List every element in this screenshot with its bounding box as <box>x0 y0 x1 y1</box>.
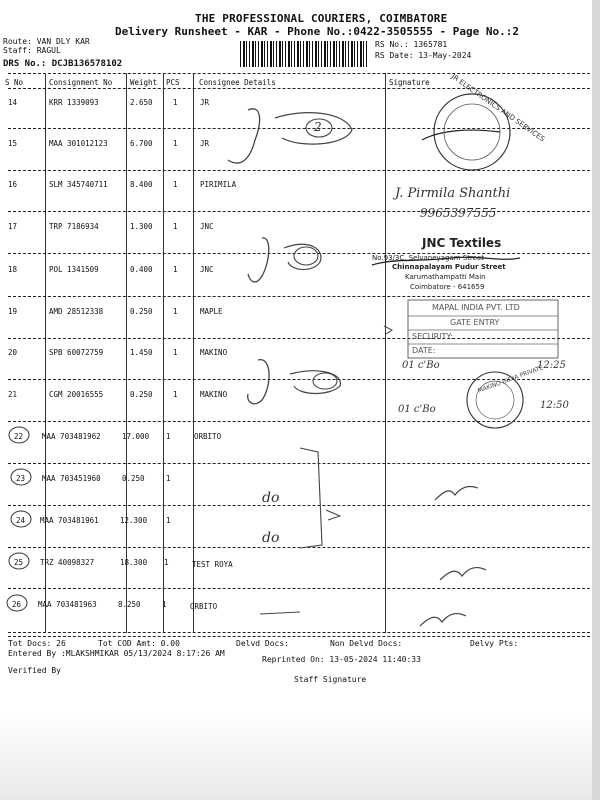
row-sno: 21 <box>8 390 18 399</box>
row-weight: 1.300 <box>130 222 153 231</box>
sno-circle <box>7 595 27 611</box>
row-sno: 15 <box>8 139 18 148</box>
row-consignment: AMD 28512338 <box>49 307 104 316</box>
signature-scribble <box>260 612 300 614</box>
paper-bottom-shadow <box>0 712 600 800</box>
handwritten-time: 12:50 <box>540 400 569 411</box>
row-sno: 26 <box>12 600 22 609</box>
non-delivered-docs: Non Delvd Docs: <box>330 639 403 648</box>
handwritten-ditto: do <box>262 530 280 546</box>
row-sno: 14 <box>8 98 18 107</box>
bracket-mark <box>326 510 340 520</box>
row-consignment: SLM 345740711 <box>49 180 108 189</box>
row-pcs: 1 <box>173 222 178 231</box>
staff-signature: Staff Signature <box>294 675 367 684</box>
gate-stamp-date: DATE: <box>412 346 436 355</box>
sno-circle <box>9 427 29 443</box>
footer-top-rule <box>8 636 600 637</box>
row-consignee: PIRIMILA <box>200 180 237 189</box>
row-consignee: ORBITO <box>190 602 218 611</box>
row-consignee: ORBITO <box>194 432 222 441</box>
col-header-consignment: Consignment No <box>49 78 113 87</box>
sno-circle <box>11 469 31 485</box>
signature-scribble <box>228 109 260 163</box>
row-pcs: 1 <box>173 98 178 107</box>
row-pcs: 1 <box>164 558 169 567</box>
reprinted-on: Reprinted On: 13-05-2024 11:40:33 <box>262 655 421 664</box>
row-sno: 16 <box>8 180 18 189</box>
handwritten-time: 12:25 <box>537 360 566 371</box>
company-title: THE PROFESSIONAL COURIERS, COIMBATORE <box>195 12 448 25</box>
row-pcs: 1 <box>166 432 171 441</box>
row-consignment: TRZ 40098327 <box>40 558 95 567</box>
jnc-stamp-line: Karumathampatti Main <box>405 273 486 281</box>
row-weight: 18.300 <box>120 558 148 567</box>
row-weight: 8.250 <box>118 600 141 609</box>
row-weight: 1.450 <box>130 348 153 357</box>
rs-date: RS Date: 13-May-2024 <box>375 51 472 60</box>
row-sno: 18 <box>8 265 18 274</box>
handwritten-time: 01 c'Bo <box>398 404 436 415</box>
col-header-weight: Weight <box>130 78 158 87</box>
total-cod: Tot COD Amt: 0.00 <box>98 639 180 648</box>
signature-scribble <box>284 244 321 269</box>
signature-scribble <box>384 326 392 334</box>
sno-circle <box>9 553 29 569</box>
jnc-stamp-title: JNC Textiles <box>422 236 502 250</box>
row-pcs: 1 <box>173 348 178 357</box>
sno-circle <box>313 373 337 389</box>
verified-by: Verified By <box>8 666 61 675</box>
row-consignment: CGM 20016555 <box>49 390 104 399</box>
row-consignment: KRR 1339093 <box>49 98 99 107</box>
col-header-signature: Signature <box>389 78 430 87</box>
signature-scribble <box>248 360 269 404</box>
rs-number: RS No.: 1365781 <box>375 40 448 49</box>
row-consignee: JR <box>200 98 210 107</box>
makino-stamp-text: MAKINO INDIA PRIVATE <box>476 364 545 395</box>
sno-circle <box>294 247 318 265</box>
row-consignee: JNC <box>200 222 214 231</box>
signature-scribble <box>290 371 340 394</box>
row-pcs: 1 <box>162 600 167 609</box>
entered-by: Entered By :MLAKSHMIKAR 05/13/2024 8:17:26 AM <box>8 649 225 658</box>
row-consignment: MAA 703481962 <box>42 432 101 441</box>
row-sno: 23 <box>16 474 26 483</box>
signature-scribble <box>248 238 269 282</box>
row-consignee: MAKINO <box>200 348 228 357</box>
row-consignment: MAA 703481961 <box>40 516 99 525</box>
row-weight: 12.300 <box>120 516 148 525</box>
handwritten-name: J. Pirmila Shanthi <box>395 186 511 201</box>
row-weight: 8.400 <box>130 180 153 189</box>
total-docs: Tot Docs: 26 <box>8 639 66 648</box>
row-consignee: MAPLE <box>200 307 223 316</box>
row-consignee: JNC <box>200 265 214 274</box>
row-sno: 20 <box>8 348 18 357</box>
signature-scribble <box>435 486 478 500</box>
row-weight: 6.700 <box>130 139 153 148</box>
row-consignee: JR <box>200 139 210 148</box>
jnc-stamp-line: Coimbatore - 641659 <box>410 283 485 291</box>
row-consignee: MAKINO <box>200 390 228 399</box>
handwritten-time: 01 c'Bo <box>402 360 440 371</box>
col-header-sno: S No <box>5 78 24 87</box>
row-consignment: MAA 301012123 <box>49 139 108 148</box>
row-pcs: 1 <box>173 265 178 274</box>
staff-label: Staff: RAGUL <box>3 46 61 55</box>
row-consignment: TRP 7186934 <box>49 222 99 231</box>
route-label: Route: VAN DLY KAR <box>3 37 90 46</box>
electronics-stamp-text: JR ELECTRONICS AND SERVICES <box>449 72 547 144</box>
row-pcs: 1 <box>173 307 178 316</box>
jnc-stamp-line: Chinnapalayam Pudur Street <box>392 263 506 271</box>
row-consignee: TEST ROYA <box>192 560 233 569</box>
row-sno: 24 <box>16 516 26 525</box>
row-consignment: SPB 60072759 <box>49 348 104 357</box>
row-weight: 0.250 <box>122 474 145 483</box>
paper-edge-shadow <box>592 0 600 800</box>
jnc-stamp-line: No.93/3C, Selvaneyagam Street <box>372 254 485 262</box>
handwritten-number: 2 <box>314 120 322 134</box>
delivery-points: Delvy Pts: <box>470 639 519 648</box>
row-sno: 22 <box>14 432 24 441</box>
row-weight: 0.250 <box>130 390 153 399</box>
row-sno: 17 <box>8 222 18 231</box>
row-sno: 19 <box>8 307 18 316</box>
row-weight: 2.650 <box>130 98 153 107</box>
gate-stamp-security: SECURITY: <box>412 332 453 341</box>
col-header-pcs: PCS <box>166 78 180 87</box>
row-sno: 25 <box>14 558 24 567</box>
row-weight: 0.250 <box>130 307 153 316</box>
signature-scribble <box>440 568 486 580</box>
row-consignment: MAA 703451960 <box>42 474 101 483</box>
row-pcs: 1 <box>166 474 171 483</box>
signature-scribble <box>420 614 466 626</box>
handwritten-ditto: do <box>262 490 280 506</box>
row-weight: 0.400 <box>130 265 153 274</box>
row-weight: 17.000 <box>122 432 150 441</box>
handwritten-phone: 9965397555 <box>420 206 497 220</box>
row-pcs: 1 <box>166 516 171 525</box>
col-header-consignee: Consignee Details <box>199 78 276 87</box>
drs-number: DRS No.: DCJB136578102 <box>3 59 123 69</box>
row-pcs: 1 <box>173 139 178 148</box>
row-consignment: POL 1341509 <box>49 265 99 274</box>
gate-stamp-line: GATE ENTRY <box>450 318 500 327</box>
delivered-docs: Delvd Docs: <box>236 639 289 648</box>
bracket-mark <box>300 448 322 548</box>
gate-stamp-title: MAPAL INDIA PVT. LTD <box>432 303 520 312</box>
row-pcs: 1 <box>173 390 178 399</box>
row-consignment: MAA 703481963 <box>38 600 97 609</box>
row-pcs: 1 <box>173 180 178 189</box>
runsheet-subtitle: Delivery Runsheet - KAR - Phone No.:0422-3505555 - Page No.:2 <box>115 25 519 38</box>
sno-circle <box>11 511 31 527</box>
company-stamp <box>444 104 500 160</box>
